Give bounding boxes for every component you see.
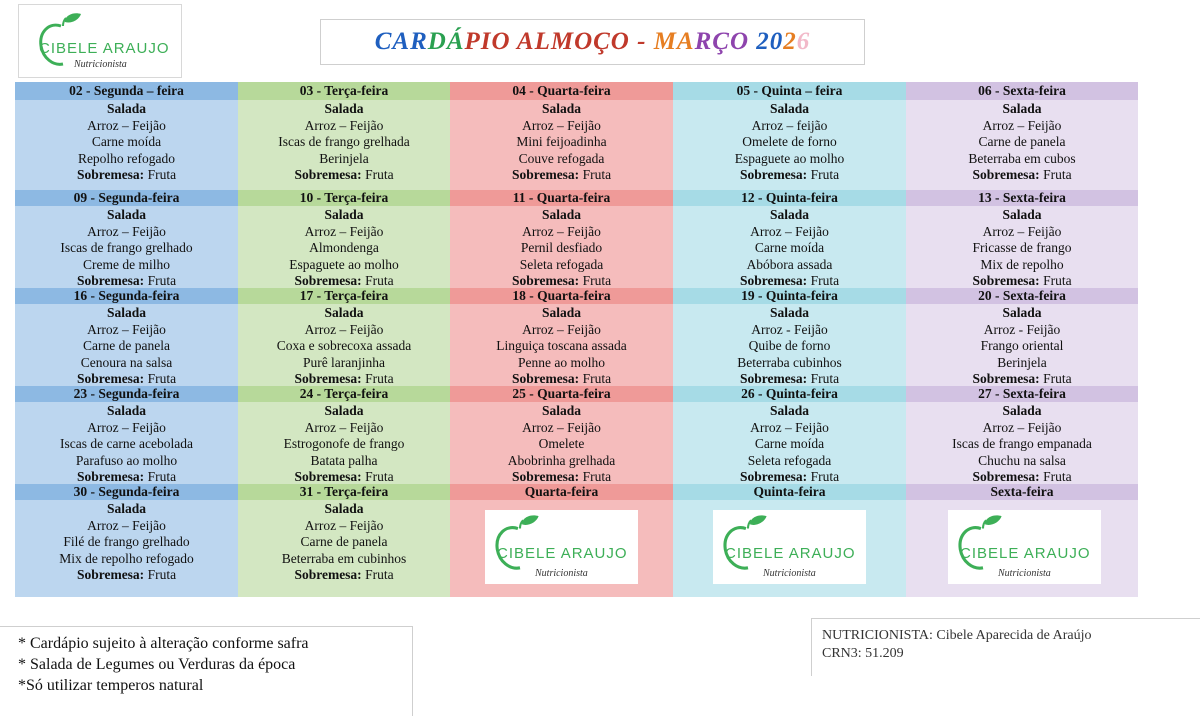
menu-dessert: [450, 469, 673, 484]
title-box: [320, 19, 865, 65]
menu-item: Chuchu na salsa: [978, 452, 1066, 468]
menu-dessert: [238, 273, 450, 288]
menu-dessert: [238, 371, 450, 386]
menu-item: Linguiça toscana assada: [496, 338, 627, 353]
day-header: 17 - Terça-feira: [238, 288, 450, 304]
menu-salad: Salada: [769, 305, 810, 320]
brand-name: CIBELE ARAUJO: [960, 545, 1091, 562]
brand-logo: [713, 510, 866, 584]
dessert-value: Fruta: [579, 371, 612, 386]
day-header: 23 - Segunda-feira: [15, 386, 238, 402]
menu-item: Espaguete ao molho: [734, 150, 845, 166]
day-header: 13 - Sexta-feira: [906, 190, 1138, 206]
menu-item: Penne ao molho: [518, 354, 605, 370]
menu-salad: Salada: [541, 403, 582, 418]
menu-item: Arroz – feijão: [751, 117, 828, 133]
dessert-label: Sobremesa:: [76, 567, 145, 582]
notes-box: [0, 626, 413, 716]
menu-item: Berinjela: [997, 354, 1047, 370]
menu-item: Arroz – Feijão: [982, 419, 1062, 435]
dessert-label: Sobremesa:: [972, 273, 1040, 288]
day-header: 10 - Terça-feira: [238, 190, 450, 206]
menu-salad: Salada: [769, 207, 810, 222]
menu-dessert: [906, 167, 1138, 184]
day-header: 16 - Segunda-feira: [15, 288, 238, 304]
day-menu: [450, 206, 673, 288]
menu-salad: Salada: [106, 403, 147, 418]
menu-dessert: [15, 567, 238, 584]
day-menu: [15, 500, 238, 597]
dessert-value: Fruta: [1039, 371, 1072, 386]
menu-item: Arroz – Feijão: [304, 419, 384, 435]
dessert-value: Fruta: [144, 167, 177, 182]
dessert-label: Sobremesa:: [739, 273, 808, 288]
day-menu: [238, 304, 450, 386]
dessert-value: Fruta: [361, 469, 394, 484]
menu-item: Arroz – Feijão: [304, 517, 384, 533]
brand-name: CIBELE ARAUJO: [497, 545, 628, 562]
menu-item: Arroz – Feijão: [522, 419, 601, 435]
menu-item: Carne moída: [91, 134, 162, 149]
brand-logo: [948, 510, 1101, 584]
dessert-value: Fruta: [807, 273, 840, 288]
day-menu: [238, 500, 450, 597]
menu-item: Iscas de frango grelhado: [60, 240, 193, 255]
dessert-label: Sobremesa:: [511, 469, 580, 484]
menu-salad: Salada: [324, 207, 364, 222]
page-title: [375, 28, 811, 56]
day-menu: [673, 304, 906, 386]
menu-dessert: [673, 371, 906, 386]
menu-dessert: [450, 273, 673, 288]
menu-item: Mix de repolho refogado: [59, 550, 194, 566]
day-menu: [906, 206, 1138, 288]
menu-item: Frango oriental: [980, 338, 1064, 353]
menu-salad: Salada: [106, 501, 147, 516]
note-item: *Só utilizar temperos natural: [18, 677, 204, 694]
menu-salad: Salada: [106, 101, 147, 116]
day-header: 06 - Sexta-feira: [906, 82, 1138, 100]
menu-item: Parafuso ao molho: [75, 452, 178, 468]
menu-item: Repolho refogado: [77, 150, 176, 166]
menu-item: Carne de panela: [300, 534, 388, 549]
dessert-value: Fruta: [361, 371, 394, 386]
title-seg-4: -: [629, 28, 654, 55]
brand-logo: [19, 5, 181, 77]
menu-salad: Salada: [769, 101, 810, 116]
menu-item: Carne moída: [754, 436, 825, 451]
menu-item: Arroz – Feijão: [87, 517, 166, 533]
day-menu: [906, 500, 1138, 597]
menu-salad: Salada: [106, 207, 147, 222]
menu-item: Pernil desfiado: [520, 240, 603, 255]
brand-subtitle: Nutricionista: [998, 568, 1051, 579]
apple-logo-icon: [717, 512, 779, 574]
day-header: 05 - Quinta – feira: [673, 82, 906, 100]
dessert-label: Sobremesa:: [76, 167, 145, 182]
brand-subtitle: Nutricionista: [535, 568, 588, 579]
dessert-label: Sobremesa:: [511, 273, 580, 288]
nutritionist-box: [811, 618, 1200, 676]
menu-dessert: [906, 273, 1138, 288]
menu-salad: Salada: [324, 101, 364, 116]
menu-item: Arroz – Feijão: [522, 321, 601, 337]
day-menu: [15, 402, 238, 484]
day-menu: [673, 402, 906, 484]
dessert-label: Sobremesa:: [294, 273, 362, 288]
dessert-value: Fruta: [1039, 273, 1072, 288]
menu-item: Arroz – Feijão: [522, 223, 601, 239]
title-seg-3: PIO ALMOÇO: [464, 28, 630, 55]
apple-logo-icon: [952, 512, 1014, 574]
menu-item: Arroz - Feijão: [751, 321, 828, 337]
day-menu: [15, 206, 238, 288]
note-item: * Cardápio sujeito à alteração conforme safra: [18, 635, 309, 652]
title-seg-6: RÇO: [694, 28, 757, 55]
day-header: 26 - Quinta-feira: [673, 386, 906, 402]
dessert-label: Sobremesa:: [294, 469, 362, 484]
day-menu: [450, 100, 673, 190]
day-header: 03 - Terça-feira: [238, 82, 450, 100]
dessert-value: Fruta: [144, 273, 177, 288]
menu-item: Purê laranjinha: [302, 354, 386, 370]
day-menu: [673, 206, 906, 288]
dessert-label: Sobremesa:: [511, 167, 580, 182]
title-seg-8: 2: [783, 28, 797, 55]
menu-salad: Salada: [769, 403, 810, 418]
dessert-label: Sobremesa:: [294, 167, 362, 182]
menu-item: Omelete de forno: [742, 134, 837, 149]
day-menu: [450, 402, 673, 484]
menu-salad: Salada: [1002, 207, 1042, 222]
dessert-label: Sobremesa:: [739, 371, 808, 386]
dessert-label: Sobremesa:: [294, 371, 362, 386]
menu-item: Arroz – Feijão: [750, 419, 829, 435]
menu-dessert: [238, 567, 450, 584]
day-header: Quarta-feira: [450, 484, 673, 500]
menu-item: Estrogonofe de frango: [283, 436, 405, 451]
menu-item: Berinjela: [319, 150, 369, 166]
day-header: 18 - Quarta-feira: [450, 288, 673, 304]
day-header: Sexta-feira: [906, 484, 1138, 500]
menu-item: Arroz – Feijão: [750, 223, 829, 239]
day-menu: [450, 500, 673, 597]
menu-item: Arroz – Feijão: [304, 321, 384, 337]
menu-item: Beterraba em cubos: [968, 150, 1076, 166]
menu-item: Mix de repolho: [980, 256, 1064, 272]
day-header: 25 - Quarta-feira: [450, 386, 673, 402]
dessert-label: Sobremesa:: [972, 167, 1040, 182]
title-seg-5: MA: [653, 28, 695, 55]
menu-item: Arroz – Feijão: [87, 223, 166, 239]
day-header: 09 - Segunda-feira: [15, 190, 238, 206]
dessert-value: Fruta: [1039, 167, 1072, 182]
day-header: 27 - Sexta-feira: [906, 386, 1138, 402]
menu-item: Almondenga: [309, 240, 379, 255]
menu-item: Omelete: [538, 436, 585, 451]
day-menu: [15, 304, 238, 386]
brand-subtitle: Nutricionista: [74, 59, 127, 70]
menu-item: Arroz – Feijão: [982, 117, 1062, 133]
menu-item: Coxa e sobrecoxa assada: [276, 338, 412, 353]
dessert-value: Fruta: [807, 167, 840, 182]
menu-item: Abobrinha grelhada: [507, 452, 616, 468]
day-menu: [906, 304, 1138, 386]
menu-item: Seleta refogada: [519, 256, 604, 272]
menu-item: Iscas de frango empanada: [952, 436, 1092, 451]
menu-salad: Salada: [541, 305, 582, 320]
menu-item: Arroz – Feijão: [982, 223, 1062, 239]
dessert-label: Sobremesa:: [739, 167, 808, 182]
brand-logo: [485, 510, 638, 584]
day-menu: [450, 304, 673, 386]
menu-dessert: [906, 371, 1138, 386]
menu-dessert: [673, 469, 906, 484]
dessert-value: Fruta: [579, 167, 612, 182]
menu-item: Arroz – Feijão: [304, 223, 384, 239]
brand-name: CIBELE ARAUJO: [725, 545, 856, 562]
dessert-value: Fruta: [361, 167, 394, 182]
dessert-value: Fruta: [579, 273, 612, 288]
menu-item: Carne de panela: [83, 338, 170, 353]
menu-item: Arroz – Feijão: [87, 117, 166, 133]
menu-item: Carne de panela: [978, 134, 1066, 149]
day-menu: [906, 402, 1138, 484]
dessert-value: Fruta: [144, 371, 177, 386]
menu-item: Arroz - Feijão: [983, 321, 1061, 337]
dessert-label: Sobremesa:: [76, 371, 145, 386]
menu-dessert: [15, 371, 238, 386]
menu-dessert: [15, 469, 238, 484]
menu-item: Couve refogada: [518, 150, 605, 166]
title-seg-1: CAR: [374, 28, 428, 55]
menu-salad: Salada: [324, 305, 364, 320]
menu-dessert: [238, 469, 450, 484]
dessert-label: Sobremesa:: [294, 567, 362, 582]
menu-dessert: [673, 273, 906, 288]
menu-item: Arroz – Feijão: [522, 117, 601, 133]
menu-item: Carne moída: [754, 240, 825, 255]
day-header: 12 - Quinta-feira: [673, 190, 906, 206]
dessert-label: Sobremesa:: [972, 371, 1040, 386]
menu-dessert: [15, 167, 238, 184]
dessert-label: Sobremesa:: [972, 469, 1040, 484]
menu-item: Arroz – Feijão: [304, 117, 384, 133]
dessert-value: Fruta: [361, 567, 394, 582]
day-menu: [15, 100, 238, 190]
dessert-value: Fruta: [1039, 469, 1072, 484]
logo-box: [18, 4, 182, 78]
menu-dessert: [450, 167, 673, 184]
menu-grid: [15, 82, 1138, 597]
menu-item: Cenoura na salsa: [80, 354, 173, 370]
menu-item: Batata palha: [310, 452, 378, 468]
menu-dessert: [673, 167, 906, 184]
menu-salad: Salada: [1002, 305, 1042, 320]
dessert-value: Fruta: [579, 469, 612, 484]
day-menu: [673, 100, 906, 190]
day-header: 30 - Segunda-feira: [15, 484, 238, 500]
day-header: 19 - Quinta-feira: [673, 288, 906, 304]
menu-item: Creme de milho: [83, 256, 170, 272]
menu-dessert: [450, 371, 673, 386]
dessert-value: Fruta: [361, 273, 394, 288]
title-seg-7: 20: [756, 28, 784, 55]
dessert-label: Sobremesa:: [511, 371, 580, 386]
day-header: 31 - Terça-feira: [238, 484, 450, 500]
menu-salad: Salada: [541, 207, 582, 222]
nutritionist-crn: CRN3: 51.209: [822, 646, 904, 661]
menu-item: Iscas de frango grelhada: [278, 134, 410, 149]
day-header: 11 - Quarta-feira: [450, 190, 673, 206]
dessert-label: Sobremesa:: [76, 273, 145, 288]
brand-name: CIBELE ARAUJO: [39, 40, 170, 57]
menu-dessert: [906, 469, 1138, 484]
day-header: 04 - Quarta-feira: [450, 82, 673, 100]
note-item: * Salada de Legumes ou Verduras da época: [18, 656, 296, 673]
dessert-label: Sobremesa:: [76, 469, 145, 484]
menu-item: Quibe de forno: [748, 338, 831, 353]
day-menu: [673, 500, 906, 597]
menu-dessert: [238, 167, 450, 184]
menu-item: Espaguete ao molho: [289, 256, 399, 272]
title-seg-2: DÁ: [427, 28, 465, 55]
menu-item: Iscas de carne acebolada: [59, 436, 194, 451]
menu-item: Mini feijoadinha: [516, 134, 607, 149]
menu-dessert: [15, 273, 238, 288]
menu-item: Fricasse de frango: [972, 240, 1072, 255]
menu-item: Seleta refogada: [747, 452, 832, 468]
day-header: 02 - Segunda – feira: [15, 82, 238, 100]
title-seg-9: 6: [796, 28, 811, 55]
menu-item: Arroz – Feijão: [87, 419, 166, 435]
nutritionist-name: NUTRICIONISTA: Cibele Aparecida de Araújo: [822, 628, 1092, 643]
dessert-value: Fruta: [807, 469, 840, 484]
dessert-value: Fruta: [144, 469, 177, 484]
menu-item: Arroz – Feijão: [87, 321, 166, 337]
menu-item: Beterraba cubinhos: [737, 354, 842, 370]
dessert-value: Fruta: [807, 371, 840, 386]
day-menu: [238, 206, 450, 288]
menu-salad: Salada: [106, 305, 147, 320]
menu-item: Beterraba em cubinhos: [281, 550, 407, 566]
brand-subtitle: Nutricionista: [763, 568, 816, 579]
menu-salad: Salada: [324, 501, 364, 516]
apple-logo-icon: [489, 512, 551, 574]
menu-salad: Salada: [1002, 101, 1042, 116]
day-header: 20 - Sexta-feira: [906, 288, 1138, 304]
day-menu: [238, 100, 450, 190]
menu-salad: Salada: [324, 403, 364, 418]
day-menu: [906, 100, 1138, 190]
menu-item: Abóbora assada: [746, 256, 833, 272]
day-header: Quinta-feira: [673, 484, 906, 500]
menu-item: Filé de frango grelhado: [63, 534, 190, 549]
day-menu: [238, 402, 450, 484]
dessert-value: Fruta: [144, 567, 177, 582]
menu-salad: Salada: [541, 101, 582, 116]
day-header: 24 - Terça-feira: [238, 386, 450, 402]
menu-salad: Salada: [1002, 403, 1042, 418]
dessert-label: Sobremesa:: [739, 469, 808, 484]
